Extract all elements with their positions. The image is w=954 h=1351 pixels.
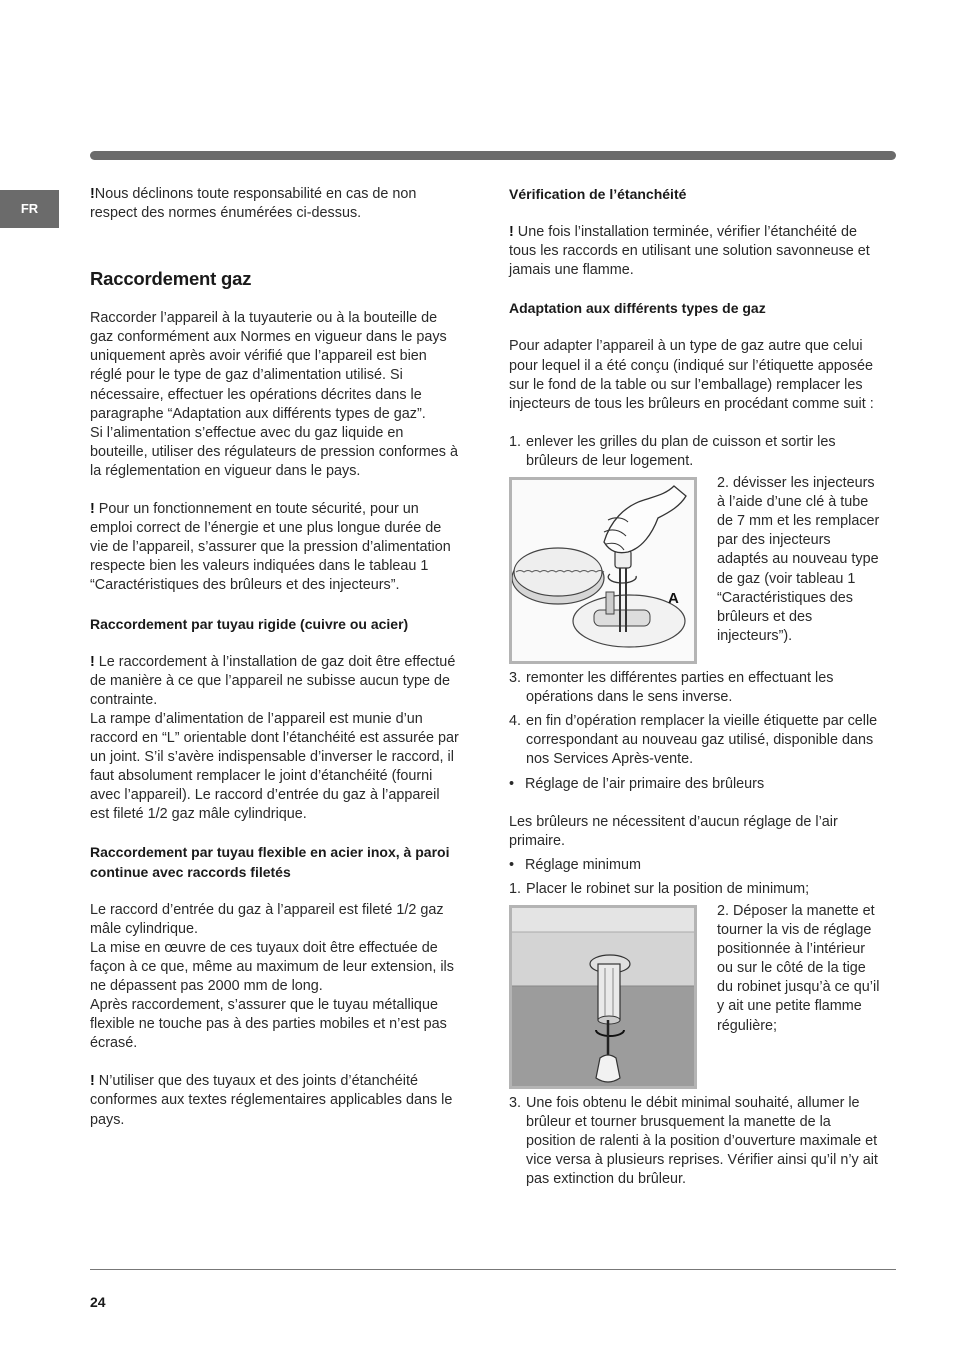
warning-icon: ! <box>90 501 99 518</box>
language-label: FR <box>20 201 39 217</box>
rigide-paragraph: La rampe d’alimentation de l’appareil est munie d’un raccord en “L” orientable dont l’étanchéité est assurée par un joint. S’il s’avère indispensable d’inverser le raccord, il faut absolument remplacer le joint d’étanchéité (fourni avec l’appareil). Le raccord d’entrée du gaz à l’appareil est fileté 1/2 gaz mâle cylindrique. <box>90 710 459 823</box>
language-tab <box>0 190 59 228</box>
injector-figure <box>509 477 697 664</box>
top-rule <box>90 151 896 160</box>
min-step-1: 1. Placer le robinet sur la position de minimum; <box>509 880 810 897</box>
page-number: 24 <box>90 1294 106 1310</box>
burner-wrench-illustration <box>512 480 694 661</box>
bottom-rule <box>90 1269 896 1270</box>
flexible-paragraph-1: Le raccord d’entrée du gaz à l’appareil est fileté 1/2 gaz mâle cylindrique. <box>90 901 444 937</box>
bullet-air-primaire: • Réglage de l’air primaire des brûleurs <box>509 775 883 794</box>
min-step-2: 2. Déposer la manette et tourner la vis de réglage positionnée à l’intérieur ou sur le côté de la tige du robinet jusqu’à ce qu’il y ait une petite flamme régulière; <box>717 902 880 1034</box>
min-step-3: 3. Une fois obtenu le débit minimal souhaité, allumer le brûleur et tourner brusquement la manette de la position de ralenti à la position d’ouverture maximale et vice versa à plusieurs reprises. Vérifier ainsi qu’il n’y ait pas extinction du brûleur. <box>509 1094 878 1188</box>
heading-etancheite: Vérification de l’étanchéité <box>509 186 687 202</box>
right-column <box>509 185 883 1189</box>
bullet-reglage-minimum: • Réglage minimum <box>509 856 883 875</box>
adaptation-paragraph: Pour adapter l’appareil à un type de gaz autre que celui pour lequel il a été conçu (indiqué sur l’étiquette apposée sur le fond de la table ou sur l’emballage) remplacer les injecteurs de tous les brûleurs en procédant comme suit : <box>509 338 874 412</box>
section-title-raccordement: Raccordement gaz <box>90 268 252 290</box>
flexible-paragraph-3: Après raccordement, s’assurer que le tuyau métallique flexible ne touche pas à des parties mobiles et n’est pas écrasé. <box>90 997 447 1052</box>
left-column <box>90 185 462 1130</box>
bullet-icon: • <box>509 856 515 873</box>
figure-label-a: A <box>668 590 679 608</box>
bullet-icon: • <box>509 775 515 792</box>
heading-adaptation: Adaptation aux différents types de gaz <box>509 300 766 317</box>
step-1: 1. enlever les grilles du plan de cuisson et sortir les brûleurs de leur logement. <box>509 433 836 469</box>
figure-row-injector <box>509 474 883 664</box>
step-4: 4. en fin d’opération remplacer la vieille étiquette par celle correspondant au nouveau gaz utilisé, disponible dans nos Services Après-vente. <box>509 713 878 768</box>
heading-flexible: Raccordement par tuyau flexible en acier inox, à paroi continue avec raccords filetés <box>90 844 450 880</box>
figure-row-knob <box>509 902 883 1089</box>
heading-rigide: Raccordement par tuyau rigide (cuivre ou acier) <box>90 615 409 632</box>
etancheite-warning: ! Une fois l’installation terminée, vérifier l’étanchéité de tous les raccords en utilisant une solution savonneuse et jamais une flamme. <box>509 224 870 279</box>
safety-warning: ! Pour un fonctionnement en toute sécurité, pour un emploi correct de l’énergie et une plus longue durée de vie de l’appareil, s’assurer que la pression d’alimentation respecte bien les valeurs indiquées dans le tableau 1 “Caractéristiques des brûleurs et des injecteurs”. <box>90 501 451 594</box>
warning-icon: ! <box>90 186 95 202</box>
warning-icon: ! <box>509 224 518 241</box>
warning-icon: ! <box>90 653 99 670</box>
raccordement-paragraph-2: Si l’alimentation s’effectue avec du gaz liquide en bouteille, utiliser des régulateurs de pression conformes à la réglementation en vigueur dans le pays. <box>90 424 458 479</box>
joints-warning: ! N’utiliser que des tuyaux et des joints d’étanchéité conformes aux textes réglementaires applicables dans le pays. <box>90 1073 453 1128</box>
raccordement-paragraph-1: Raccorder l’appareil à la tuyauterie ou à la bouteille de gaz conformément aux Normes en vigueur dans le pays uniquement après avoir vérifié que l’appareil est bien réglé pour le type de gaz d’alimentation utilisé. Si nécessaire, effectuer les opérations décrites dans le paragraphe “Adaptation aux différents types de gaz”. <box>90 310 447 422</box>
step-2: 2. dévisser les injecteurs à l’aide d’une clé à tube de 7 mm et les remplacer par des injecteurs adaptés au nouveau type de gaz (voir tableau 1 “Caractéristiques des brûleurs et des injecteurs”). <box>717 475 880 644</box>
air-paragraph: Les brûleurs ne nécessitent d’aucun réglage de l’air primaire. <box>509 813 838 849</box>
intro-warning: !Nous déclinons toute responsabilité en cas de non respect des normes énumérées ci-dessus. <box>90 186 417 222</box>
step-3: 3. remonter les différentes parties en effectuant les opérations dans le sens inverse. <box>509 670 834 706</box>
warning-icon: ! <box>90 1073 99 1090</box>
flexible-paragraph-2: La mise en œuvre de ces tuyaux doit être effectuée de façon à ce que, même au maximum de leur extension, ils ne dépassent pas 2000 mm de long. <box>90 939 454 994</box>
knob-figure <box>509 905 697 1089</box>
knob-screw-illustration <box>512 908 694 1086</box>
rigide-warning: ! Le raccordement à l’installation de gaz doit être effectué de manière à ce que l’appareil ne subisse aucun type de contrainte. <box>90 653 456 708</box>
